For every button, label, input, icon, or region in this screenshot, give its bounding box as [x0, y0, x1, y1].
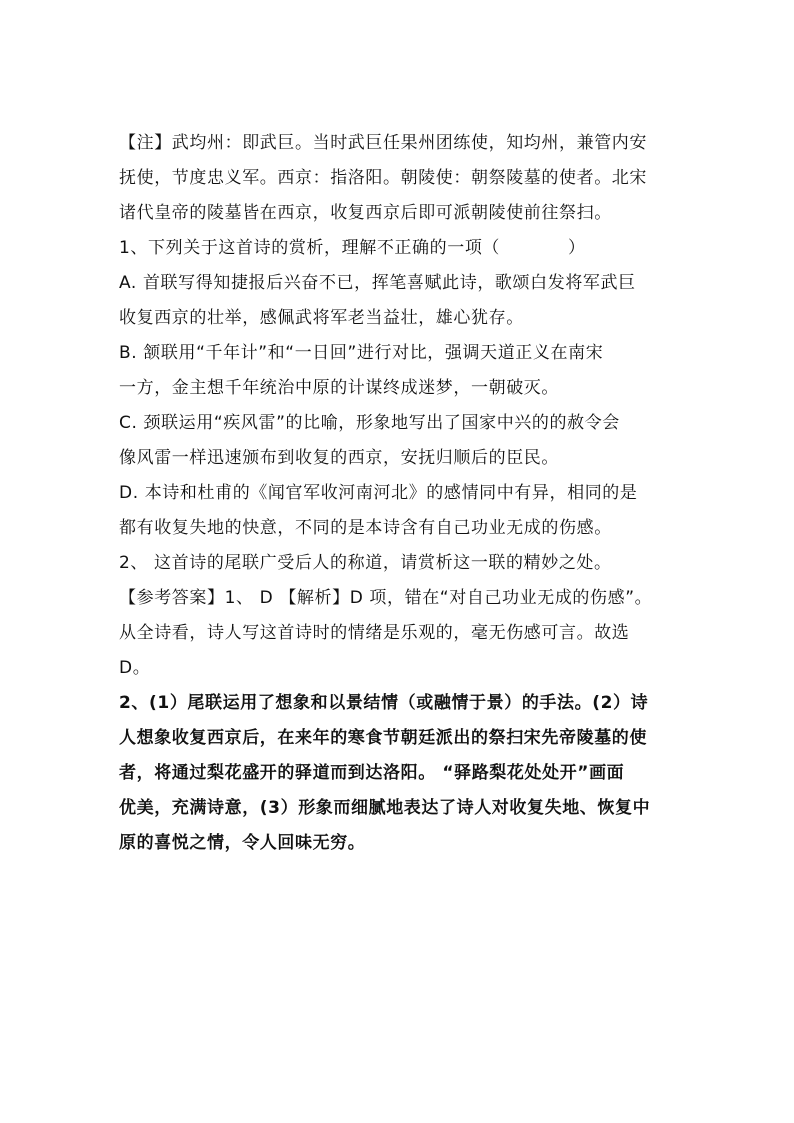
note-line: 【注】武均州：即武巨。当时武巨任果州团练使，知均州，兼管内安 [119, 133, 647, 153]
question-1-stem [119, 231, 685, 266]
question-2-stem: 2、 这首诗的尾联广受后人的称道，请赏析这一联的精妙之处。 [119, 553, 612, 573]
answer-2-line: 者，将通过梨花盛开的驿道而到达洛阳。 “驿路梨花处处开”画面 [119, 763, 625, 783]
option-c-line: C. 颈联运用“疾风雷”的比喻，形象地写出了国家中兴的的赦令会 [119, 413, 620, 433]
answer-2 [119, 686, 685, 861]
answer-1 [119, 581, 685, 686]
note-block [119, 126, 685, 231]
answer-1-line: 从全诗看，诗人写这首诗时的情绪是乐观的，毫无伤感可言。故选 [119, 623, 630, 643]
option-d-line: 都有收复失地的快意，不同的是本诗含有自己功业无成的伤感。 [119, 518, 612, 538]
question-1-stem-suffix: ） [568, 238, 586, 258]
answer-1-line: D。 [119, 658, 151, 678]
option-b-line: B. 颔联用“千年计”和“一日回”进行对比，强调天道正义在南宋 [119, 343, 604, 363]
option-b-line: 一方，金主想千年统治中原的计谋终成迷梦，一朝破灭。 [119, 378, 559, 398]
option-d-line: D. 本诗和杜甫的《闻官军收河南河北》的感情同中有异，相同的是 [119, 483, 638, 503]
answer-2-line: 优美，充满诗意，(3）形象而细腻地表达了诗人对收复失地、恢复中 [119, 798, 651, 818]
option-a-line: A. 首联写得知捷报后兴奋不已，挥笔喜赋此诗，歌颂白发将军武巨 [119, 273, 636, 293]
document-content [119, 126, 685, 861]
note-line: 诸代皇帝的陵墓皆在西京，收复西京后即可派朝陵使前往祭扫。 [119, 203, 612, 223]
answer-1-line: 【参考答案】1、 D 【解析】D 项，错在“对自己功业无成的伤感”。 [119, 588, 653, 608]
answer-2-line: 2、(1）尾联运用了想象和以景结情（或融情于景）的手法。(2）诗 [119, 693, 649, 713]
answer-2-line: 原的喜悦之情，令人回味无穷。 [119, 833, 366, 853]
answer-2-line: 人想象收复西京后，在来年的寒食节朝廷派出的祭扫宋先帝陵墓的使 [119, 728, 647, 748]
question-1-stem-prefix: 1、下列关于这首诗的赏析，理解不正确的一项（ [119, 238, 501, 258]
option-c-line: 像风雷一样迅速颁布到收复的西京，安抚归顺后的臣民。 [119, 448, 559, 468]
question-1 [119, 231, 685, 546]
question-2 [119, 546, 685, 581]
option-a-line: 收复西京的壮举，感佩武将军老当益壮，雄心犹存。 [119, 308, 524, 328]
note-line: 抚使，节度忠义军。西京：指洛阳。朝陵使：朝祭陵墓的使者。北宋 [119, 168, 647, 188]
